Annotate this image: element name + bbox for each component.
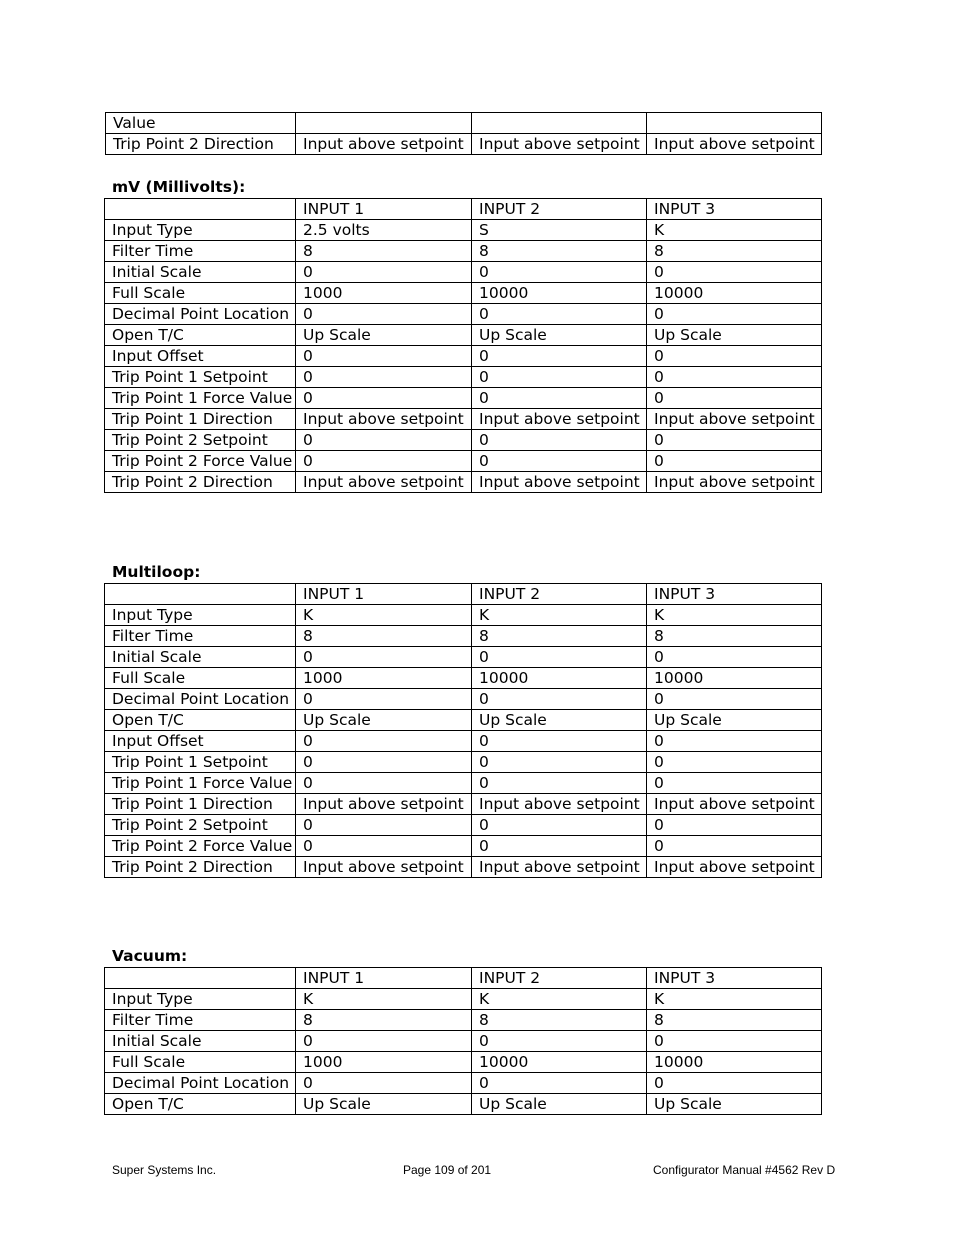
row-label-cell xyxy=(105,584,296,605)
table-row xyxy=(105,1094,822,1115)
table-cell: 1000 xyxy=(296,1052,472,1073)
row-label-cell: Full Scale xyxy=(105,283,296,304)
table-cell: K xyxy=(296,605,472,626)
row-label-cell: Input Type xyxy=(105,220,296,241)
table-cell: 8 xyxy=(296,1010,472,1031)
table-cell: 8 xyxy=(647,626,822,647)
table-cell: Input above setpoint xyxy=(472,134,647,155)
row-label-cell: Trip Point 1 Direction xyxy=(105,794,296,815)
multiloop-table-body xyxy=(105,584,822,878)
table-cell: Input above setpoint xyxy=(647,409,822,430)
continued-table xyxy=(105,112,822,155)
table-cell: 10000 xyxy=(647,668,822,689)
table-header-row xyxy=(105,584,822,605)
table-row xyxy=(105,262,822,283)
continued-table-body xyxy=(106,113,822,155)
table-cell: 0 xyxy=(647,388,822,409)
table-cell: Input above setpoint xyxy=(472,857,647,878)
table-cell: Up Scale xyxy=(296,325,472,346)
row-label-cell: Decimal Point Location xyxy=(105,689,296,710)
table-cell: 0 xyxy=(647,731,822,752)
table-row xyxy=(105,346,822,367)
table-cell: 0 xyxy=(296,1031,472,1052)
table-row xyxy=(105,989,822,1010)
table-row xyxy=(105,451,822,472)
table-row xyxy=(105,626,822,647)
table-cell: Input above setpoint xyxy=(472,472,647,493)
row-label-cell: Filter Time xyxy=(105,241,296,262)
table-cell: 0 xyxy=(296,752,472,773)
table-row xyxy=(105,388,822,409)
row-label-cell xyxy=(105,199,296,220)
table-cell: 0 xyxy=(472,430,647,451)
row-label-cell: Input Offset xyxy=(105,731,296,752)
table-cell: 0 xyxy=(472,689,647,710)
row-label-cell: Open T/C xyxy=(105,1094,296,1115)
table-cell: 0 xyxy=(647,262,822,283)
table-cell: 8 xyxy=(296,241,472,262)
table-row xyxy=(105,605,822,626)
row-label-cell: Initial Scale xyxy=(105,1031,296,1052)
table-cell: 0 xyxy=(296,304,472,325)
table-cell: Input above setpoint xyxy=(472,794,647,815)
table-cell: INPUT 3 xyxy=(647,584,822,605)
row-label-cell: Initial Scale xyxy=(105,647,296,668)
table-row xyxy=(105,731,822,752)
table-cell: 0 xyxy=(472,367,647,388)
table-cell: 0 xyxy=(296,815,472,836)
table-cell: Up Scale xyxy=(647,710,822,731)
row-label-cell: Trip Point 1 Force Value xyxy=(105,773,296,794)
table-cell: Input above setpoint xyxy=(647,134,822,155)
table-cell: 0 xyxy=(296,388,472,409)
row-label-cell: Trip Point 2 Setpoint xyxy=(105,815,296,836)
table-cell: 0 xyxy=(296,346,472,367)
table-cell: 10000 xyxy=(472,1052,647,1073)
table-cell: INPUT 1 xyxy=(296,968,472,989)
table-cell: Trip Point 2 Direction xyxy=(106,134,296,155)
row-label-cell: Trip Point 2 Force Value xyxy=(105,836,296,857)
table-cell: Input above setpoint xyxy=(296,409,472,430)
table-cell: 0 xyxy=(472,451,647,472)
table-row xyxy=(105,752,822,773)
row-label-cell: Full Scale xyxy=(105,1052,296,1073)
vacuum-table xyxy=(104,967,822,1115)
table-cell xyxy=(296,113,472,134)
table-row xyxy=(105,815,822,836)
table-row xyxy=(105,220,822,241)
section-heading-vacuum: Vacuum: xyxy=(112,947,188,965)
table-cell: K xyxy=(472,989,647,1010)
table-cell: 0 xyxy=(296,262,472,283)
table-cell: 0 xyxy=(472,773,647,794)
table-cell: INPUT 2 xyxy=(472,584,647,605)
table-row xyxy=(105,472,822,493)
table-cell: 0 xyxy=(472,752,647,773)
table-cell: 10000 xyxy=(472,668,647,689)
table-cell: Input above setpoint xyxy=(647,857,822,878)
table-row xyxy=(105,689,822,710)
table-cell: 10000 xyxy=(472,283,647,304)
table-row xyxy=(105,304,822,325)
table-row xyxy=(105,857,822,878)
table-cell: 1000 xyxy=(296,283,472,304)
table-cell: INPUT 3 xyxy=(647,199,822,220)
table-cell: K xyxy=(647,605,822,626)
table-cell xyxy=(472,113,647,134)
table-cell: 8 xyxy=(472,626,647,647)
row-label-cell xyxy=(105,968,296,989)
table-cell: 0 xyxy=(472,304,647,325)
row-label-cell: Filter Time xyxy=(105,626,296,647)
row-label-cell: Trip Point 2 Setpoint xyxy=(105,430,296,451)
table-cell: K xyxy=(647,989,822,1010)
table-cell: Up Scale xyxy=(472,1094,647,1115)
table-row xyxy=(106,113,822,134)
table-row xyxy=(105,367,822,388)
table-cell: Value xyxy=(106,113,296,134)
table-cell: 0 xyxy=(296,647,472,668)
table-row xyxy=(105,710,822,731)
table-cell: 0 xyxy=(472,1073,647,1094)
table-cell: Input above setpoint xyxy=(296,134,472,155)
table-cell: 0 xyxy=(472,836,647,857)
table-row xyxy=(105,836,822,857)
footer-manual-title: Configurator Manual #4562 Rev D xyxy=(653,1163,836,1177)
table-cell: 0 xyxy=(472,815,647,836)
table-header-row xyxy=(105,199,822,220)
table-header-row xyxy=(105,968,822,989)
row-label-cell: Filter Time xyxy=(105,1010,296,1031)
table-cell: INPUT 1 xyxy=(296,584,472,605)
table-cell: 0 xyxy=(472,731,647,752)
table-cell: 0 xyxy=(647,752,822,773)
table-cell: 2.5 volts xyxy=(296,220,472,241)
table-row xyxy=(105,773,822,794)
row-label-cell: Trip Point 2 Direction xyxy=(105,857,296,878)
table-cell: 0 xyxy=(472,1031,647,1052)
table-cell: K xyxy=(647,220,822,241)
table-cell: 0 xyxy=(296,367,472,388)
row-label-cell: Decimal Point Location xyxy=(105,304,296,325)
table-row xyxy=(105,241,822,262)
vacuum-table-body xyxy=(105,968,822,1115)
row-label-cell: Trip Point 2 Force Value xyxy=(105,451,296,472)
table-cell: 8 xyxy=(296,626,472,647)
table-cell: 0 xyxy=(647,367,822,388)
table-cell: Up Scale xyxy=(296,1094,472,1115)
table-cell: Input above setpoint xyxy=(472,409,647,430)
table-cell: Input above setpoint xyxy=(296,857,472,878)
table-cell: 8 xyxy=(647,1010,822,1031)
table-cell: 0 xyxy=(647,836,822,857)
table-cell: Input above setpoint xyxy=(296,472,472,493)
table-cell: 0 xyxy=(647,430,822,451)
table-row xyxy=(105,325,822,346)
row-label-cell: Full Scale xyxy=(105,668,296,689)
table-cell: 0 xyxy=(472,346,647,367)
row-label-cell: Trip Point 1 Force Value xyxy=(105,388,296,409)
table-cell: 0 xyxy=(647,815,822,836)
table-row xyxy=(105,794,822,815)
row-label-cell: Trip Point 1 Setpoint xyxy=(105,752,296,773)
table-cell: 8 xyxy=(647,241,822,262)
table-cell: Up Scale xyxy=(647,325,822,346)
table-row xyxy=(105,409,822,430)
table-cell: INPUT 2 xyxy=(472,199,647,220)
table-row xyxy=(105,283,822,304)
table-cell: 8 xyxy=(472,241,647,262)
table-cell: 0 xyxy=(647,1031,822,1052)
table-cell: Input above setpoint xyxy=(647,472,822,493)
table-cell: 0 xyxy=(647,773,822,794)
row-label-cell: Open T/C xyxy=(105,325,296,346)
table-cell: 8 xyxy=(472,1010,647,1031)
row-label-cell: Trip Point 1 Direction xyxy=(105,409,296,430)
table-cell: 0 xyxy=(296,451,472,472)
table-cell: 0 xyxy=(647,689,822,710)
row-label-cell: Initial Scale xyxy=(105,262,296,283)
table-cell: 0 xyxy=(472,262,647,283)
table-cell: Input above setpoint xyxy=(647,794,822,815)
table-cell: 0 xyxy=(472,647,647,668)
row-label-cell: Open T/C xyxy=(105,710,296,731)
row-label-cell: Trip Point 2 Direction xyxy=(105,472,296,493)
table-cell: 0 xyxy=(647,1073,822,1094)
section-heading-multiloop: Multiloop: xyxy=(112,563,201,581)
footer-page-number: Page 109 of 201 xyxy=(403,1163,492,1177)
table-cell: 0 xyxy=(296,689,472,710)
multiloop-table xyxy=(104,583,822,878)
footer-company: Super Systems Inc. xyxy=(112,1163,217,1177)
table-cell: 0 xyxy=(647,647,822,668)
table-cell: K xyxy=(296,989,472,1010)
table-row xyxy=(105,1073,822,1094)
table-cell: Up Scale xyxy=(472,710,647,731)
table-row xyxy=(106,134,822,155)
table-row xyxy=(105,1031,822,1052)
row-label-cell: Input Offset xyxy=(105,346,296,367)
table-cell: Up Scale xyxy=(472,325,647,346)
table-cell: 0 xyxy=(296,731,472,752)
section-heading-mv: mV (Millivolts): xyxy=(112,178,246,196)
table-cell: INPUT 1 xyxy=(296,199,472,220)
table-row xyxy=(105,1052,822,1073)
table-cell: 10000 xyxy=(647,1052,822,1073)
mv-table-body xyxy=(105,199,822,493)
row-label-cell: Input Type xyxy=(105,605,296,626)
table-cell: INPUT 2 xyxy=(472,968,647,989)
table-cell: 0 xyxy=(647,346,822,367)
table-row xyxy=(105,668,822,689)
row-label-cell: Decimal Point Location xyxy=(105,1073,296,1094)
table-cell: K xyxy=(472,605,647,626)
table-cell: INPUT 3 xyxy=(647,968,822,989)
table-cell: 1000 xyxy=(296,668,472,689)
table-cell: S xyxy=(472,220,647,241)
row-label-cell: Input Type xyxy=(105,989,296,1010)
mv-table xyxy=(104,198,822,493)
table-cell xyxy=(647,113,822,134)
table-cell: 0 xyxy=(647,451,822,472)
table-cell: 10000 xyxy=(647,283,822,304)
table-cell: Up Scale xyxy=(647,1094,822,1115)
row-label-cell: Trip Point 1 Setpoint xyxy=(105,367,296,388)
table-cell: 0 xyxy=(296,430,472,451)
table-cell: 0 xyxy=(472,388,647,409)
table-cell: 0 xyxy=(296,836,472,857)
table-cell: Up Scale xyxy=(296,710,472,731)
table-cell: 0 xyxy=(296,773,472,794)
table-row xyxy=(105,1010,822,1031)
table-row xyxy=(105,430,822,451)
table-cell: 0 xyxy=(296,1073,472,1094)
table-row xyxy=(105,647,822,668)
table-cell: 0 xyxy=(647,304,822,325)
table-cell: Input above setpoint xyxy=(296,794,472,815)
